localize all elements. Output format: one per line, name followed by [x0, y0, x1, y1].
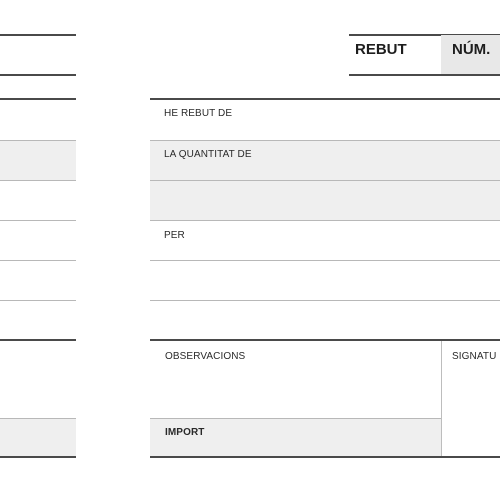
stub-bottom-rule [0, 456, 76, 458]
amount-label: LA QUANTITAT DE [164, 149, 252, 160]
concept-field-continuation[interactable] [150, 261, 500, 300]
body-bottom-rule [150, 456, 500, 458]
concept-label: PER [164, 230, 185, 241]
stub-top-rule [0, 34, 76, 36]
stub-lower-rule [0, 339, 76, 341]
stub-row-line [0, 300, 76, 301]
stub-band-2 [0, 418, 76, 456]
stub-band-1 [0, 140, 76, 180]
stub-row-line [0, 180, 76, 181]
stub-body-top-rule [0, 98, 76, 100]
receipt-title: REBUT [355, 41, 407, 58]
observations-field[interactable] [150, 341, 440, 417]
signature-field[interactable] [442, 341, 500, 455]
signature-label: SIGNATU [452, 351, 497, 362]
receipt-number-label: NÚM. [452, 41, 491, 58]
stub-row-line [0, 418, 76, 419]
row-line [150, 300, 500, 301]
observations-label: OBSERVACIONS [165, 351, 246, 362]
amount-field-continuation[interactable] [150, 181, 500, 220]
total-field[interactable] [215, 419, 440, 456]
stub-row-line [0, 140, 76, 141]
received-from-label: HE REBUT DE [164, 108, 233, 119]
total-label: IMPORT [165, 427, 205, 438]
stub-header-rule [0, 74, 76, 76]
concept-field[interactable] [150, 221, 500, 260]
header-bottom-rule [349, 74, 500, 76]
stub-row-line [0, 220, 76, 221]
amount-field[interactable] [150, 141, 500, 180]
stub-row-line [0, 260, 76, 261]
received-from-field[interactable] [150, 99, 500, 140]
